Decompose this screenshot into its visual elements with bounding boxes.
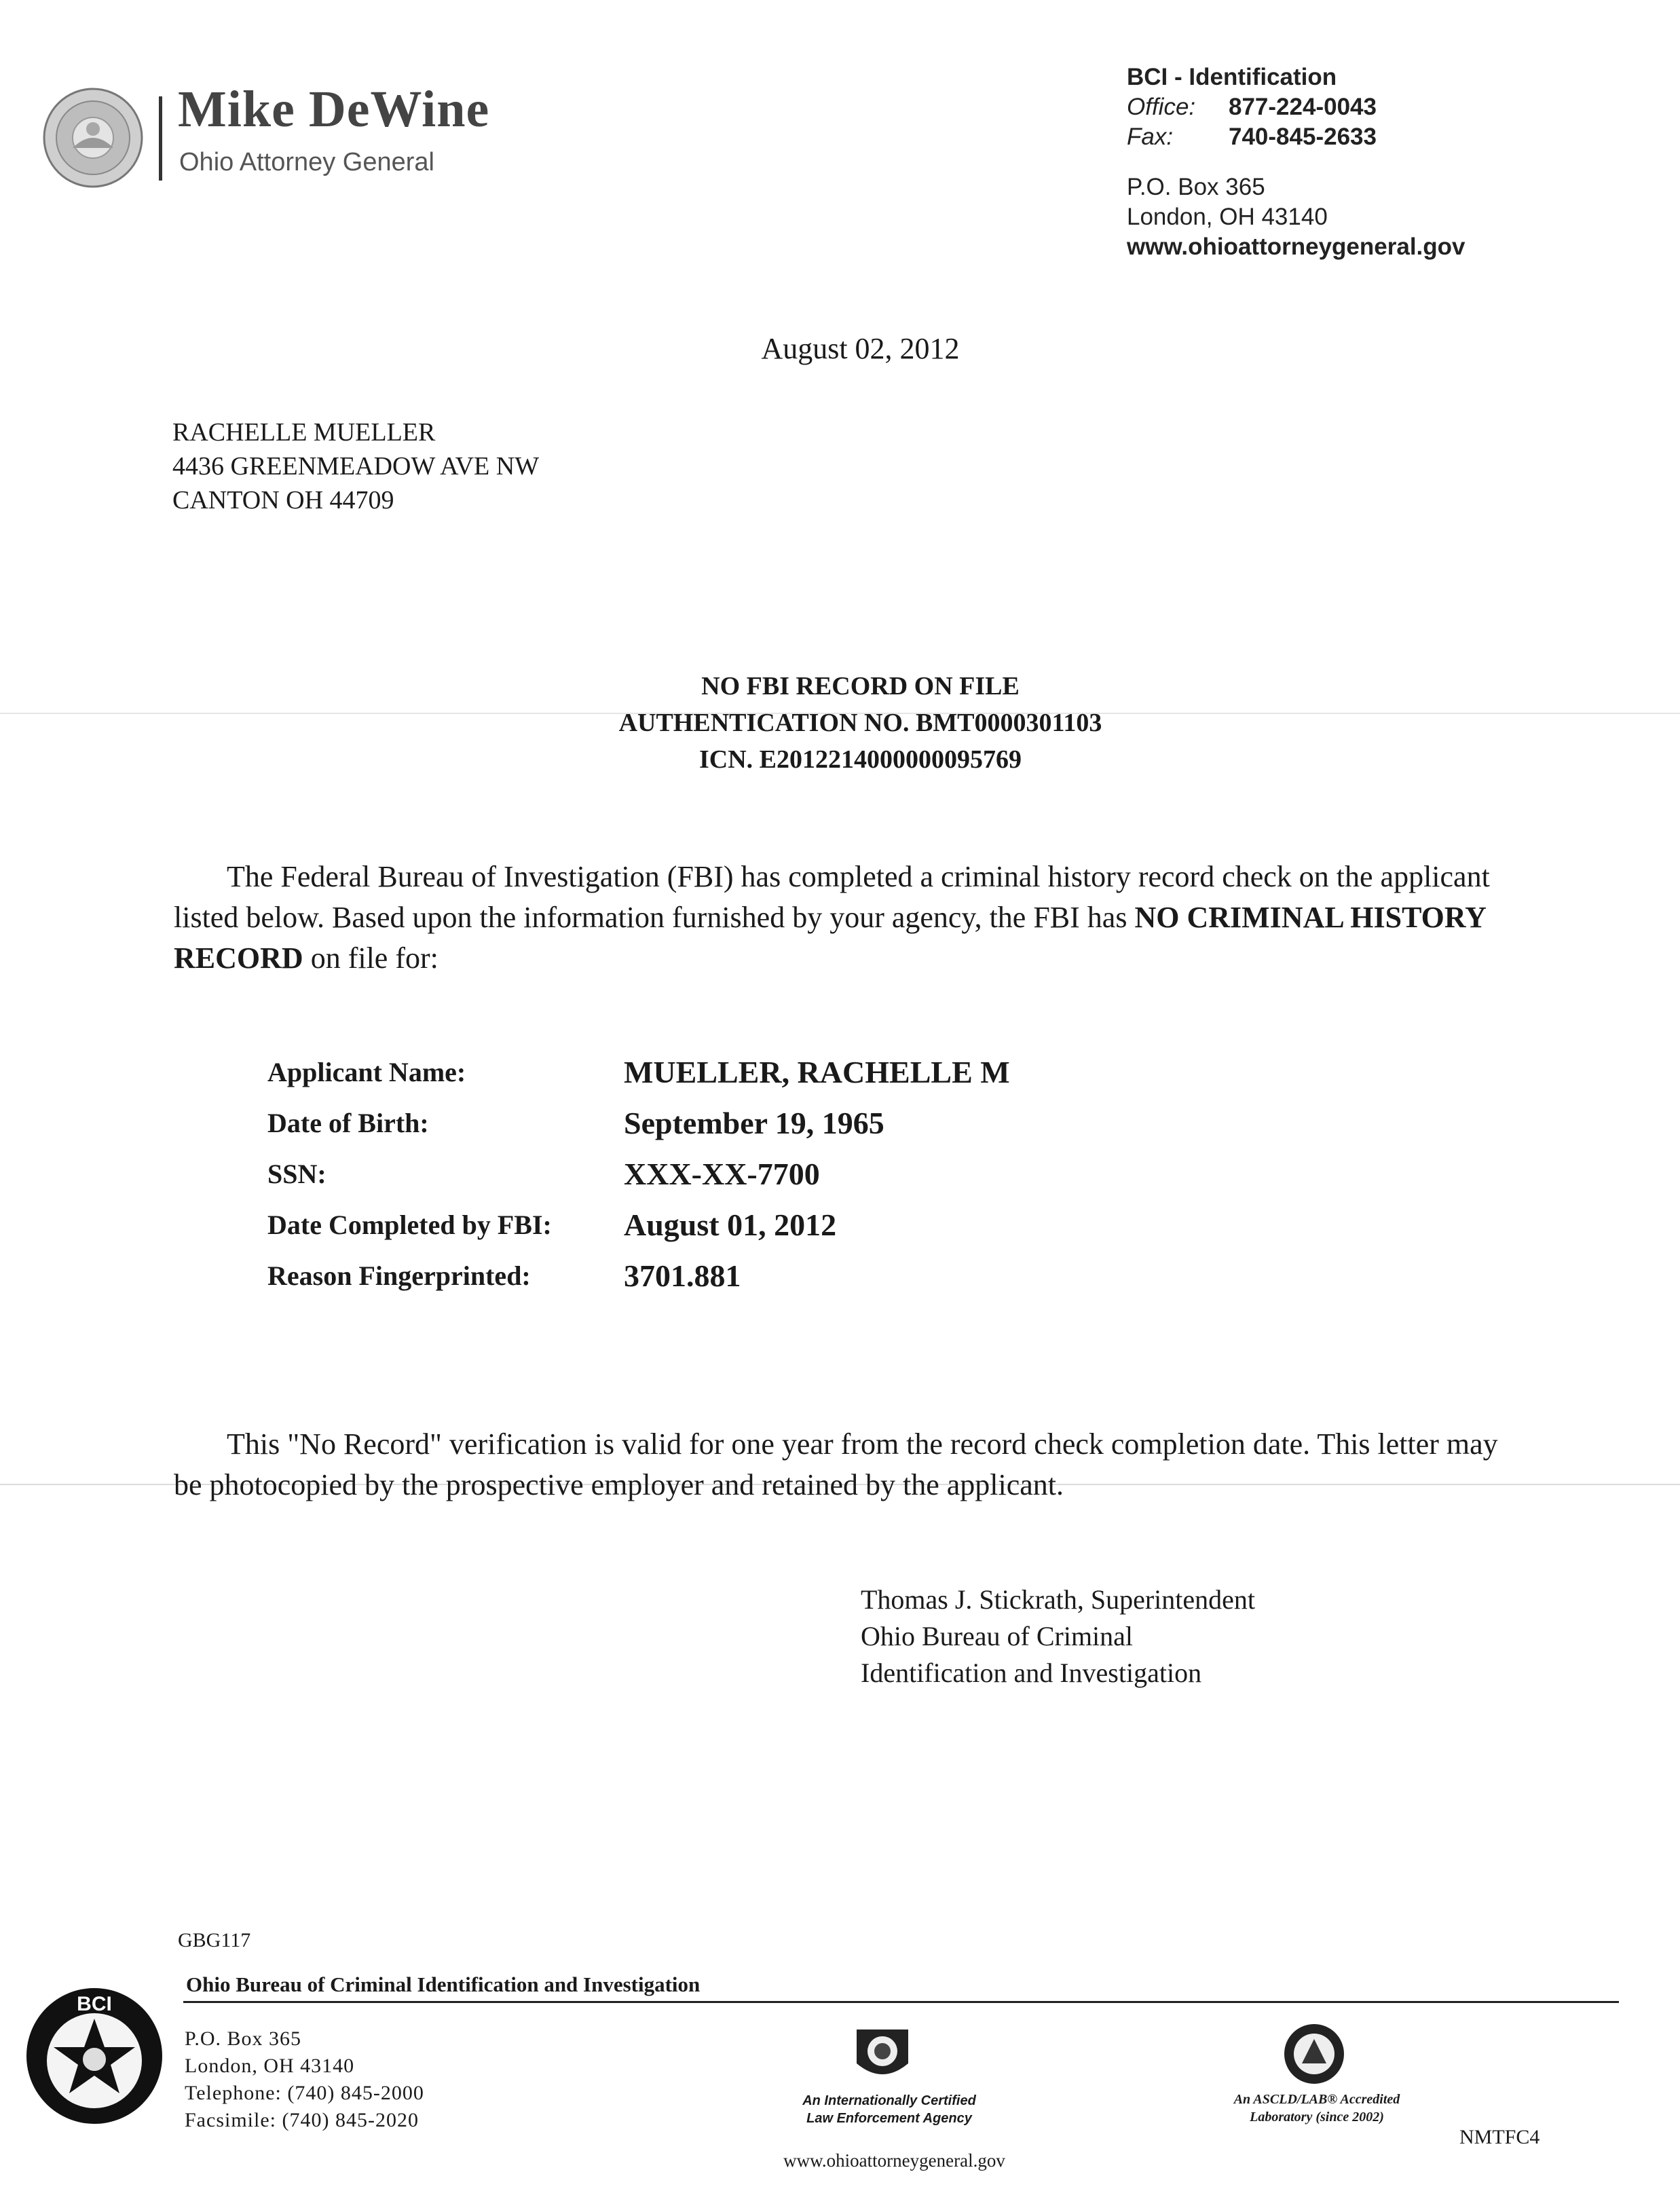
letter-date: August 02, 2012 <box>761 332 960 365</box>
footer-website: www.ohioattorneygeneral.gov <box>783 2150 1005 2171</box>
footer-address <box>185 2025 424 2134</box>
footer-telephone: Telephone: (740) 845-2000 <box>185 2082 424 2104</box>
record-header <box>0 668 1680 778</box>
fax-phone: 740-845-2633 <box>1229 124 1377 150</box>
badge-text: BCI <box>77 1993 112 2015</box>
document-code: NMTFC4 <box>1459 2126 1540 2148</box>
form-code: GBG117 <box>178 1929 251 1951</box>
detail-label: SSN: <box>267 1159 326 1189</box>
recipient-address <box>172 415 539 517</box>
attorney-general-name: Mike DeWine <box>178 81 490 138</box>
applicant-details <box>267 1047 1010 1301</box>
recipient-name: RACHELLE MUELLER <box>172 418 436 447</box>
po-box: P.O. Box 365 <box>1127 174 1265 200</box>
attorney-general-title: Ohio Attorney General <box>179 148 434 176</box>
detail-row <box>267 1148 1010 1199</box>
detail-value: September 19, 1965 <box>624 1106 884 1140</box>
contact-city: London, OH 43140 <box>1127 204 1328 230</box>
law-enforcement-accreditation-seal-icon <box>850 2023 915 2085</box>
footer-rule <box>183 2001 1619 2003</box>
footer-address-line: P.O. Box 365 <box>185 2027 302 2050</box>
office-row <box>1127 92 1656 122</box>
signer-org-line1: Ohio Bureau of Criminal <box>861 1621 1134 1651</box>
body-paragraph <box>174 857 1531 979</box>
validity-paragraph <box>174 1424 1531 1505</box>
icn-number: ICN. E2012214000000095769 <box>698 745 1022 774</box>
authentication-number: AUTHENTICATION NO. BMT0000301103 <box>618 709 1102 737</box>
office-label: Office: <box>1127 94 1196 120</box>
cert1-caption <box>767 2092 1011 2127</box>
contact-block <box>1127 62 1656 262</box>
detail-row <box>267 1047 1010 1098</box>
bci-star-badge-icon <box>23 1985 166 2127</box>
cert2-line1: An ASCLD/LAB® Accredited <box>1233 2092 1400 2107</box>
detail-label: Date of Birth: <box>267 1108 429 1138</box>
detail-value: XXX-XX-7700 <box>624 1157 820 1191</box>
cert2-caption <box>1195 2091 1439 2126</box>
office-phone: 877-224-0043 <box>1229 94 1377 120</box>
recipient-city: CANTON OH 44709 <box>172 486 394 514</box>
validity-text: This "No Record" verification is valid for one year from the record check completion date. This letter may be photocopied by the prospective employer and retained by the applicant. <box>174 1427 1498 1501</box>
body-text-after: on file for: <box>303 941 438 975</box>
recipient-street: 4436 GREENMEADOW AVE NW <box>172 452 540 481</box>
body-text-bold: NO CRIMINAL HISTORY RECORD <box>174 901 1486 975</box>
body-text-before: The Federal Bureau of Investigation (FBI) has completed a criminal history record check on the applicant listed below. Based upon the information furnished by your agency, the FBI has <box>174 860 1490 934</box>
detail-row <box>267 1250 1010 1301</box>
logo-divider <box>159 96 162 181</box>
footer-facsimile: Facsimile: (740) 845-2020 <box>185 2109 419 2131</box>
signer-org-line2: Identification and Investigation <box>861 1658 1202 1688</box>
detail-value: 3701.881 <box>624 1258 741 1293</box>
detail-row <box>267 1098 1010 1148</box>
fax-row <box>1127 122 1656 152</box>
fax-label: Fax: <box>1127 124 1174 150</box>
detail-row <box>267 1199 1010 1250</box>
contact-website: www.ohioattorneygeneral.gov <box>1127 233 1466 260</box>
detail-label: Applicant Name: <box>267 1057 466 1087</box>
cert1-line1: An Internationally Certified <box>802 2093 976 2108</box>
ascld-lab-seal-icon <box>1282 2021 1347 2087</box>
cert2-line2: Laboratory (since 2002) <box>1250 2110 1384 2125</box>
detail-value: MUELLER, RACHELLE M <box>624 1055 1010 1089</box>
detail-value: August 01, 2012 <box>624 1208 837 1242</box>
footer-address-line: London, OH 43140 <box>185 2055 355 2077</box>
signer-name: Thomas J. Stickrath, Superintendent <box>861 1584 1256 1615</box>
signature-block <box>861 1582 1255 1691</box>
detail-label: Date Completed by FBI: <box>267 1210 552 1240</box>
ohio-attorney-general-seal-icon <box>42 87 144 189</box>
detail-label: Reason Fingerprinted: <box>267 1260 531 1291</box>
no-record-title: NO FBI RECORD ON FILE <box>701 672 1020 700</box>
department-label: BCI - Identification <box>1127 64 1337 90</box>
footer-org-name: Ohio Bureau of Criminal Identification and Investigation <box>186 1972 701 1996</box>
cert1-line2: Law Enforcement Agency <box>806 2111 972 2126</box>
